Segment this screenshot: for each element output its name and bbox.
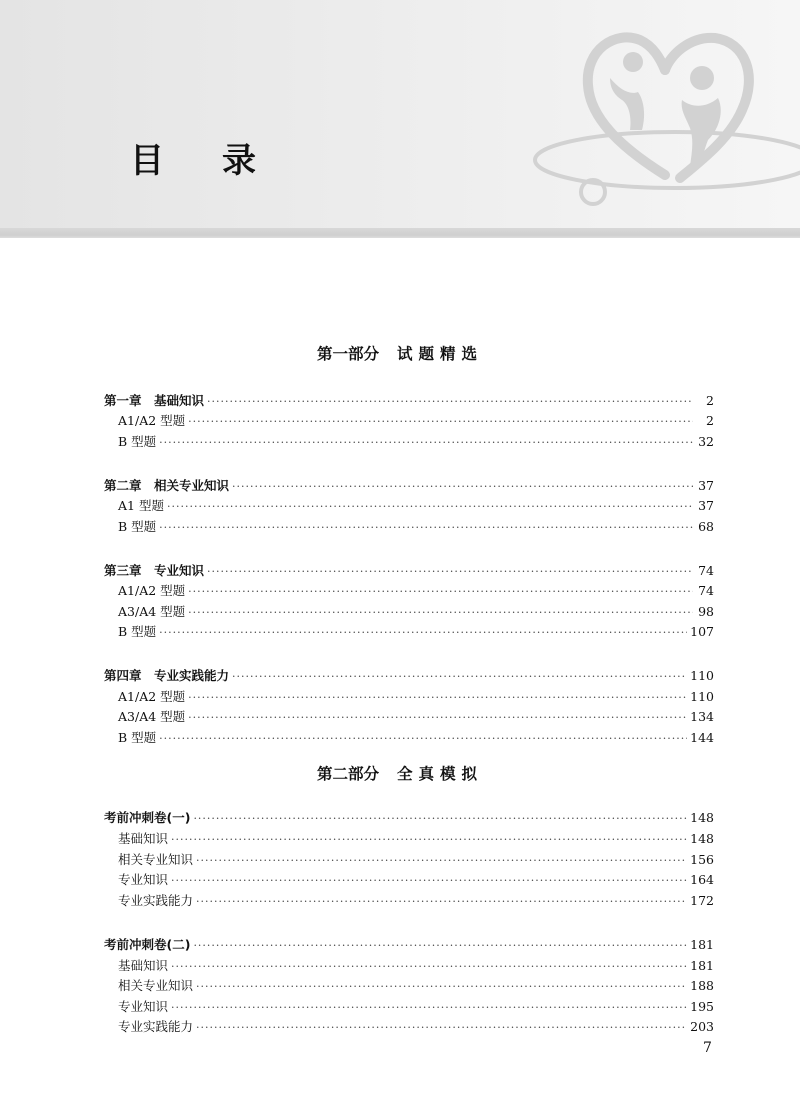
toc-section-entry[interactable] bbox=[118, 622, 714, 642]
toc-section-entry[interactable] bbox=[118, 728, 714, 748]
dot-leader bbox=[171, 830, 687, 850]
toc-chapter-entry[interactable] bbox=[104, 476, 714, 496]
dot-leader bbox=[232, 667, 687, 687]
dot-leader bbox=[193, 809, 687, 829]
dot-leader bbox=[196, 892, 687, 912]
dot-leader bbox=[167, 497, 693, 517]
toc-entry-label: 考前冲刺卷(一) bbox=[104, 810, 191, 825]
toc-entry-page: 188 bbox=[690, 978, 714, 993]
toc-entry-page: 110 bbox=[690, 689, 714, 704]
toc-entry-label: 基础知识 bbox=[118, 958, 169, 973]
toc-section-entry[interactable] bbox=[118, 891, 714, 911]
toc-entry-label: A1/A2 型题 bbox=[118, 413, 186, 428]
page-title: 目录 bbox=[130, 141, 314, 181]
dot-leader bbox=[171, 871, 687, 891]
dot-leader bbox=[232, 477, 693, 497]
part-title bbox=[0, 762, 800, 784]
dot-leader bbox=[188, 582, 693, 602]
toc-entry-page: 74 bbox=[698, 583, 714, 598]
toc-entry-label: 专业知识 bbox=[118, 872, 169, 887]
toc-entry-label: B 型题 bbox=[118, 519, 157, 534]
toc-entry-label: A1/A2 型题 bbox=[118, 583, 186, 598]
dot-leader bbox=[171, 957, 687, 977]
toc-entry-page: 203 bbox=[690, 1019, 714, 1034]
toc-entry-page: 148 bbox=[690, 831, 714, 846]
dot-leader bbox=[196, 851, 687, 871]
toc-chapter-entry[interactable] bbox=[104, 935, 714, 955]
heart-family-stethoscope-icon bbox=[530, 0, 800, 228]
page-number: 7 bbox=[703, 1040, 712, 1056]
toc-section-entry[interactable] bbox=[118, 707, 714, 727]
toc-entry-page: 164 bbox=[690, 872, 714, 887]
toc-entry-label: A1 型题 bbox=[118, 498, 164, 513]
dot-leader bbox=[188, 688, 687, 708]
dot-leader bbox=[193, 936, 687, 956]
dot-leader bbox=[159, 729, 687, 749]
toc-section-entry[interactable] bbox=[118, 997, 714, 1017]
toc-entry-page: 107 bbox=[690, 624, 714, 639]
dot-leader bbox=[207, 392, 693, 412]
header-banner bbox=[0, 0, 800, 238]
toc-entry-label: B 型题 bbox=[118, 624, 157, 639]
toc-section-entry[interactable] bbox=[118, 850, 714, 870]
toc-entry-page: 110 bbox=[690, 668, 714, 683]
toc-entry-page: 32 bbox=[698, 434, 714, 449]
toc-section-entry[interactable] bbox=[118, 496, 714, 516]
toc-section-entry[interactable] bbox=[118, 432, 714, 452]
part-number: 第一部分 bbox=[316, 345, 379, 363]
part-title bbox=[0, 342, 800, 364]
toc-entry-label: A3/A4 型题 bbox=[118, 709, 186, 724]
dot-leader bbox=[159, 433, 693, 453]
toc-entry-label: 专业实践能力 bbox=[118, 1019, 194, 1034]
header-divider bbox=[0, 228, 800, 238]
toc-section-entry[interactable] bbox=[118, 517, 714, 537]
toc-entry-label: A3/A4 型题 bbox=[118, 604, 186, 619]
dot-leader bbox=[207, 562, 693, 582]
toc-section-entry[interactable] bbox=[118, 581, 714, 601]
toc-section-entry[interactable] bbox=[118, 687, 714, 707]
toc-entry-page: 2 bbox=[706, 393, 714, 408]
toc-entry-label: A1/A2 型题 bbox=[118, 689, 186, 704]
dot-leader bbox=[196, 1018, 687, 1038]
dot-leader bbox=[159, 623, 687, 643]
toc-entry-label: 专业知识 bbox=[118, 999, 169, 1014]
toc-chapter-entry[interactable] bbox=[104, 666, 714, 686]
toc-entry-label: 第三章 专业知识 bbox=[104, 563, 205, 578]
toc-entry-page: 156 bbox=[690, 852, 714, 867]
toc-entry-label: 专业实践能力 bbox=[118, 893, 194, 908]
toc-entry-page: 172 bbox=[690, 893, 714, 908]
toc-entry-page: 181 bbox=[690, 937, 714, 952]
toc-entry-label: 相关专业知识 bbox=[118, 978, 194, 993]
toc-section-entry[interactable] bbox=[118, 602, 714, 622]
toc-entry-label: B 型题 bbox=[118, 434, 157, 449]
toc-entry-page: 37 bbox=[698, 498, 714, 513]
toc-section-entry[interactable] bbox=[118, 1017, 714, 1037]
toc-chapter-entry[interactable] bbox=[104, 561, 714, 581]
toc-entry-page: 148 bbox=[690, 810, 714, 825]
toc-section-entry[interactable] bbox=[118, 829, 714, 849]
toc-chapter-entry[interactable] bbox=[104, 391, 714, 411]
toc-entry-label: 相关专业知识 bbox=[118, 852, 194, 867]
toc-entry-page: 98 bbox=[698, 604, 714, 619]
part-name: 试题精选 bbox=[397, 345, 484, 363]
toc-entry-label: 基础知识 bbox=[118, 831, 169, 846]
toc-section-entry[interactable] bbox=[118, 870, 714, 890]
toc-entry-label: B 型题 bbox=[118, 730, 157, 745]
dot-leader bbox=[159, 518, 693, 538]
toc-entry-page: 195 bbox=[690, 999, 714, 1014]
toc-entry-page: 2 bbox=[706, 413, 714, 428]
part-name: 全真模拟 bbox=[397, 765, 484, 783]
toc-section-entry[interactable] bbox=[118, 411, 714, 431]
toc-entry-page: 37 bbox=[698, 478, 714, 493]
toc-entry-label: 第二章 相关专业知识 bbox=[104, 478, 230, 493]
toc-entry-page: 134 bbox=[690, 709, 714, 724]
dot-leader bbox=[171, 998, 687, 1018]
dot-leader bbox=[188, 603, 693, 623]
toc-entry-label: 第一章 基础知识 bbox=[104, 393, 205, 408]
toc-section-entry[interactable] bbox=[118, 956, 714, 976]
toc-entry-page: 181 bbox=[690, 958, 714, 973]
toc-section-entry[interactable] bbox=[118, 976, 714, 996]
toc-entry-label: 第四章 专业实践能力 bbox=[104, 668, 230, 683]
dot-leader bbox=[196, 977, 687, 997]
toc-entry-page: 68 bbox=[698, 519, 714, 534]
dot-leader bbox=[188, 412, 693, 432]
part-number: 第二部分 bbox=[316, 765, 379, 783]
toc-chapter-entry[interactable] bbox=[104, 808, 714, 828]
toc-entry-page: 144 bbox=[690, 730, 714, 745]
dot-leader bbox=[188, 708, 687, 728]
toc-entry-label: 考前冲刺卷(二) bbox=[104, 937, 191, 952]
toc-entry-page: 74 bbox=[698, 563, 714, 578]
